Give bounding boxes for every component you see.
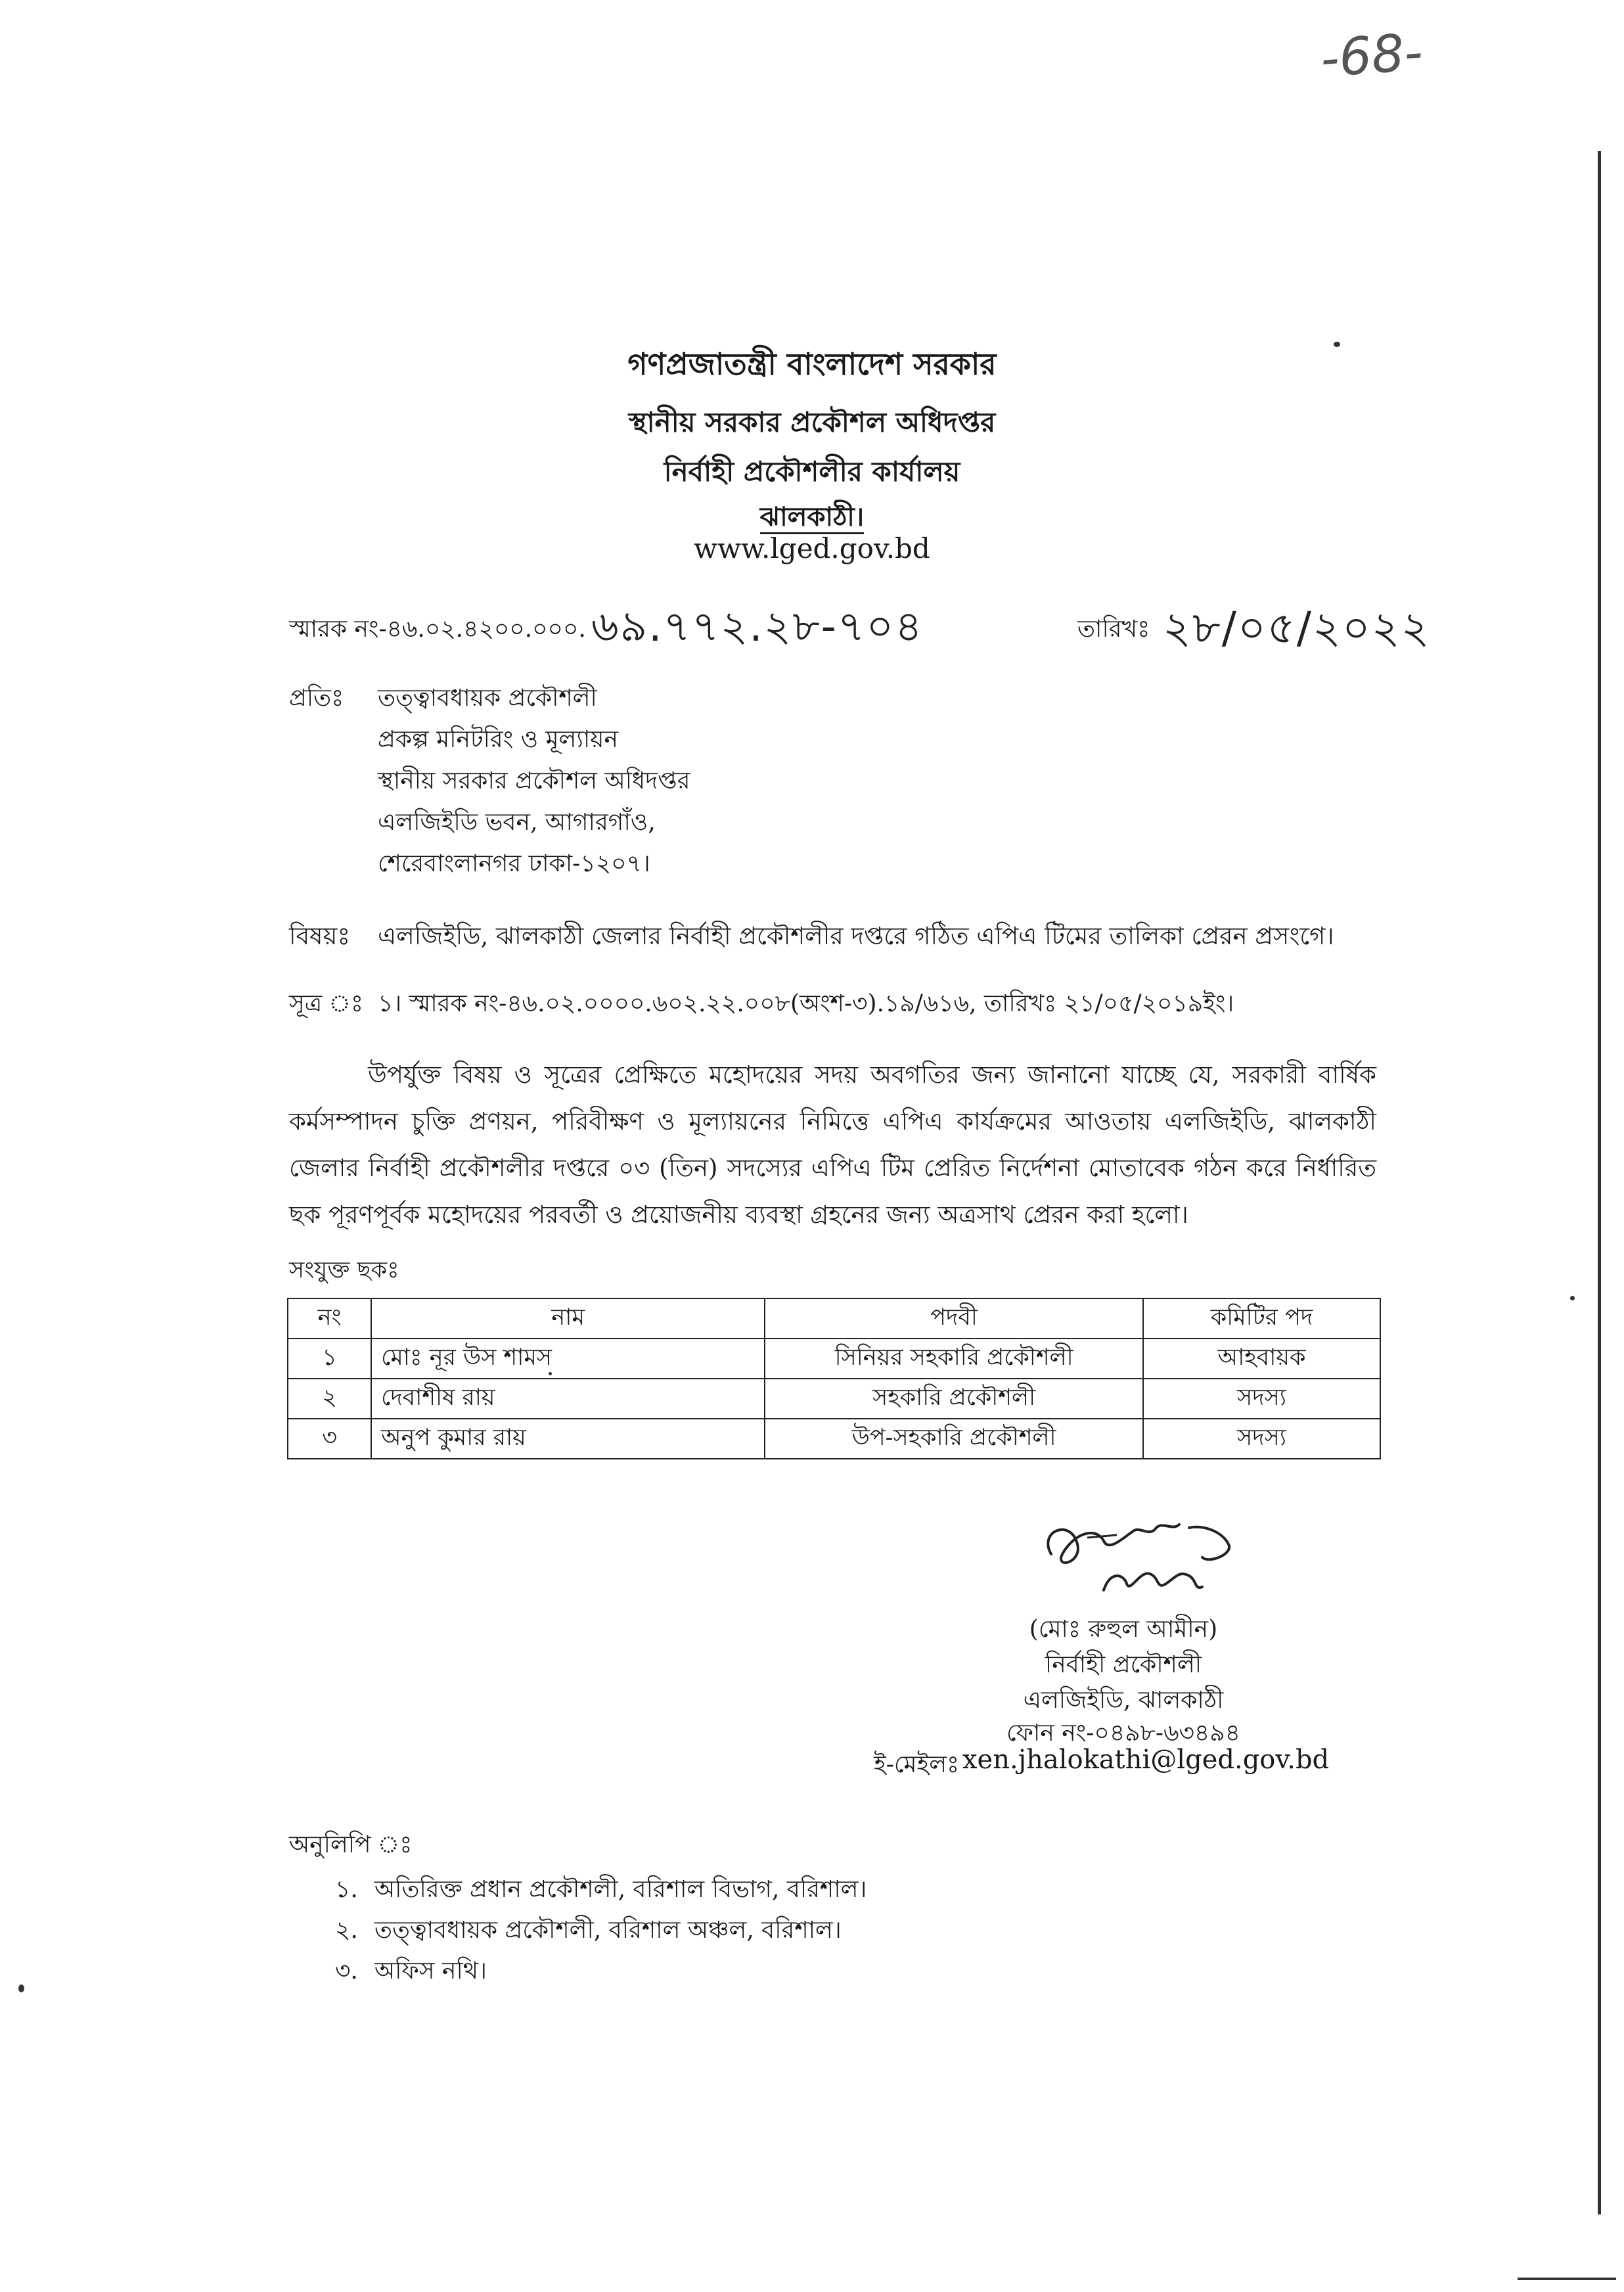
subject-text: এলজিইডি, ঝালকাঠী জেলার নির্বাহী প্রকৌশলীর দপ্তরে গঠিত এপিএ টিমের তালিকা প্রেরন প্রসংগে। [378,922,1334,950]
recipient-line: এলজিইডি ভবন, আগারগাঁও, [378,809,656,836]
cell-committee-role: আহবায়ক [1143,1339,1380,1379]
cell-name: অনুপ কুমার রায় [371,1419,765,1459]
page-number: -68- [1319,22,1425,89]
cell-designation: সহকারি প্রকৌশলী [765,1379,1143,1419]
recipient-line: তত্ত্বাবধায়ক প্রকৌশলী [378,685,597,712]
header-name: নাম [371,1298,765,1339]
table-row [288,1419,1380,1459]
date-label: তারিখঃ [1077,616,1150,643]
recipient-line: স্থানীয় সরকার প্রকৌশল অধিদপ্তর [378,768,690,794]
scan-speck [1570,1296,1575,1300]
department-title: স্থানীয় সরকার প্রকৌশল অধিদপ্তর [628,406,996,438]
reference-label: সূত্র ঃ [289,990,364,1017]
signatory-office: এলজিইডি, ঝালকাঠী [1023,1687,1224,1714]
copy-item-text: অতিরিক্ত প্রধান প্রকৌশলী, বরিশাল বিভাগ, বরিশাল। [374,1876,867,1903]
cell-name: মোঃ নূর উস শামস [371,1339,765,1379]
copy-item [335,1953,487,1992]
copy-item-number: ১. [335,1876,358,1903]
copy-item-text: অফিস নথি। [374,1958,487,1984]
header-serial: নং [288,1298,371,1339]
handwritten-signature [1025,1492,1261,1616]
copy-item [335,1871,867,1911]
cell-committee-role: সদস্য [1143,1379,1380,1419]
attachment-label: সংযুক্ত ছকঃ [289,1257,399,1283]
copy-to-label: অনুলিপি ঃ [289,1831,413,1858]
reference-text: ১। স্মারক নং-৪৬.০২.০০০০.৬০২.২২.০০৮(অংশ-৩).১৯/৬১৬, তারিখঃ ২১/০৫/২০১৯ইং। [378,990,1234,1017]
header-committee-role: কমিটির পদ [1143,1298,1380,1339]
copy-item [335,1912,842,1952]
scan-speck [549,1372,552,1375]
scan-speck [1334,342,1340,347]
copy-item-number: ২. [335,1917,358,1944]
recipient-line: প্রকল্প মনিটরিং ও মূল্যায়ন [378,726,618,753]
signatory-designation: নির্বাহী প্রকৌশলী [1045,1651,1202,1678]
cell-designation: সিনিয়র সহকারি প্রকৌশলী [765,1339,1143,1379]
office-title: নির্বাহী প্রকৌশলীর কার্যালয় [664,455,960,488]
cell-designation: উপ-সহকারি প্রকৌশলী [765,1419,1143,1459]
body-paragraph: উপর্যুক্ত বিষয় ও সূত্রের প্রেক্ষিতে মহোদয়ের সদয় অবগতির জন্য জানানো যাচ্ছে যে, সরকারী বার্ষিক কর্মসম্পাদন চুক্তি প্রণয়ন, পরিবীক্ষণ ও মূল্যায়নের নিমিত্তে এপিএ কার্যক্রমের আওতায় এলজিইডি, ঝালকাঠী জেলার নির্বাহী প্রকৌশলীর দপ্তরে ০৩ (তিন) সদস্যের এপিএ টিম প্রেরিত নির্দেশনা মোতাবেক গঠন করে নির্ধারিত ছক পূরণপূর্বক মহোদয়ের পরবর্তী ও প্রয়োজনীয় ব্যবস্থা গ্রহনের জন্য অত্রসাথ প্রেরন করা হলো। [289,1061,1376,1229]
website-link[interactable]: www.lged.gov.bd [694,532,930,564]
date-handwritten: ২৮/০৫/২০২২ [1163,603,1431,653]
cell-serial: ৩ [288,1419,371,1459]
copy-item-number: ৩. [335,1958,358,1984]
cell-name: দেবাশীষ রায় [371,1379,765,1419]
recipient-label: প্রতিঃ [289,685,344,712]
table-header-row [288,1298,1380,1339]
memo-number-handwritten: ৬৯.৭৭২.২৮-৭০৪ [591,603,924,651]
signatory-phone: ফোন নং-০৪৯৮-৬৩৪৯৪ [1006,1720,1240,1747]
table-row [288,1379,1380,1419]
apa-team-table [287,1298,1381,1459]
cell-committee-role: সদস্য [1143,1419,1380,1459]
scan-speck [18,1984,24,1992]
copy-item-text: তত্ত্বাবধায়ক প্রকৌশলী, বরিশাল অঞ্চল, বরিশাল। [374,1917,842,1944]
table-row [288,1339,1380,1379]
signatory-name: (মোঃ রুহুল আমীন) [1029,1616,1218,1643]
header-designation: পদবী [765,1298,1143,1339]
cell-serial: ১ [288,1339,371,1379]
cell-serial: ২ [288,1379,371,1419]
scan-edge-line-bottom [1518,2278,1616,2280]
memo-number-label: স্মারক নং-৪৬.০২.৪২০০.০০০. [289,616,586,643]
email-address[interactable]: xen.jhalokathi@lged.gov.bd [962,1745,1330,1775]
district-title-text: ঝালকাঠী। [760,501,864,534]
email-label: ই-মেইলঃ [874,1751,960,1778]
recipient-line: শেরেবাংলানগর ঢাকা-১২০৭। [378,850,650,877]
government-title: গণপ্রজাতন্ত্রী বাংলাদেশ সরকার [627,346,997,382]
subject-label: বিষয়ঃ [289,922,351,950]
